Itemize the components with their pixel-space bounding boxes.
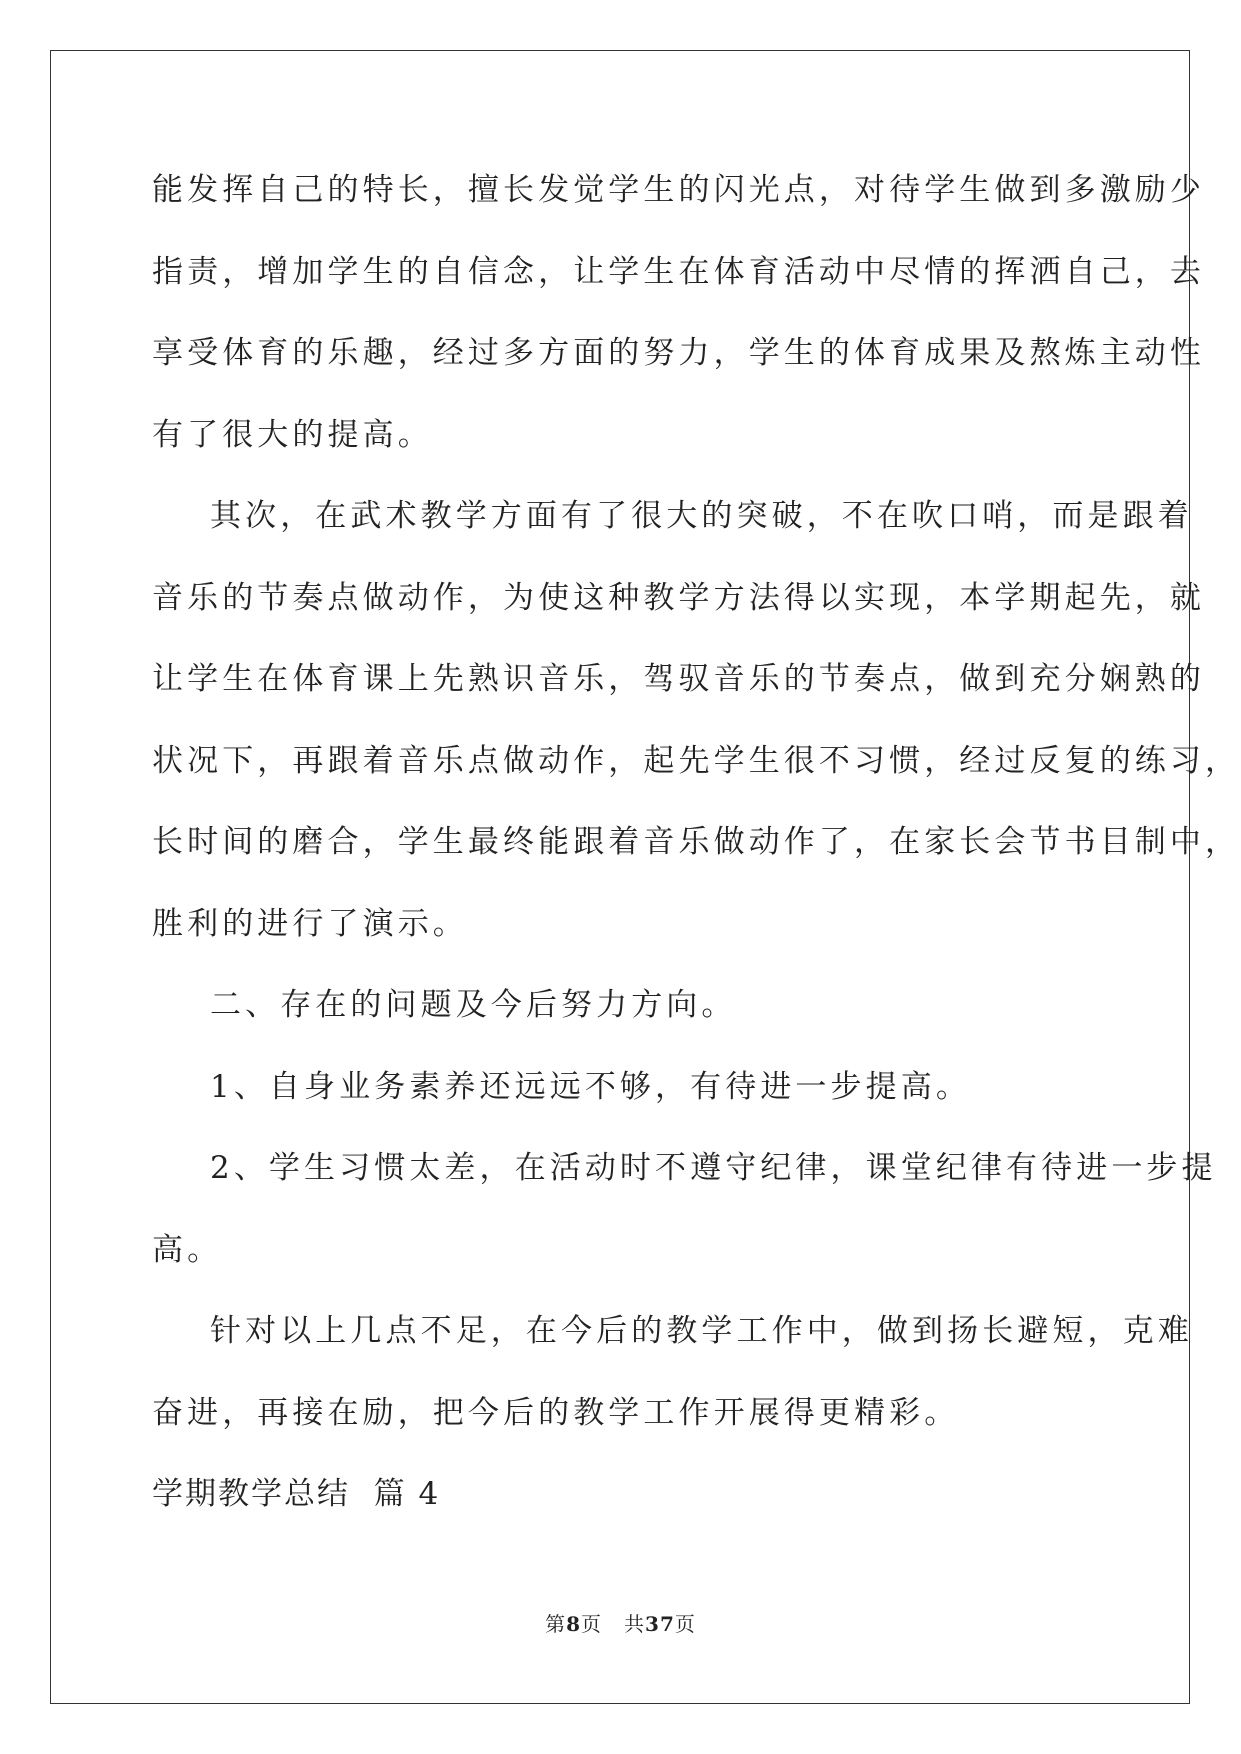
text-line: 1、自身业务素养还远远不够，有待进一步提高。 [210,1068,971,1105]
paragraph-5 [152,1128,1217,1291]
total-pages: 37 [645,1612,675,1636]
paragraph-1 [152,150,1205,476]
text-line: 针对以上几点不足，在今后的教学工作中，做到扬长避短，克难 [210,1313,1193,1349]
section-heading-text: 学期教学总结 篇 4 [152,1476,441,1512]
page-footer [0,1608,1241,1637]
paragraph-4 [152,1047,1092,1129]
text-line: 让学生在体育课上先熟识音乐，驾驭音乐的节奏点，做到充分娴熟的 [152,661,1205,697]
page-label-prefix: 第 [545,1612,567,1636]
paragraph-2 [152,476,1241,965]
text-line: 音乐的节奏点做动作，为使这种教学方法得以实现，本学期起先，就 [152,579,1205,616]
text-line: 2、学生习惯太差，在活动时不遵守纪律，课堂纪律有待进一步提 [210,1150,1217,1186]
text-line: 二、存在的问题及今后努力方向。 [210,987,737,1023]
page-label-suffix: 页 [581,1612,603,1636]
page-number: 8 [566,1612,582,1636]
text-line: 有了很大的提高。 [152,416,433,453]
text-line: 享受体育的乐趣，经过多方面的努力，学生的体育成果及熬炼主动性 [152,335,1205,371]
section-heading [152,1454,1092,1536]
text-line: 状况下，再跟着音乐点做动作，起先学生很不习惯，经过反复的练习， [152,742,1241,779]
text-line: 奋进，再接在励，把今后的教学工作开展得更精彩。 [152,1394,960,1431]
text-line: 指责，增加学生的自信念，让学生在体育活动中尽情的挥洒自己，去 [152,253,1205,290]
text-line: 高。 [152,1231,223,1268]
text-line: 其次，在武术教学方面有了很大的突破，不在吹口哨，而是跟着 [210,498,1193,534]
total-label-suffix: 页 [674,1612,696,1636]
text-line: 胜利的进行了演示。 [152,905,468,942]
paragraph-3 [152,965,1092,1047]
text-line: 长时间的磨合，学生最终能跟着音乐做动作了，在家长会节书目制中， [152,824,1241,860]
text-line: 能发挥自己的特长，擅长发觉学生的闪光点，对待学生做到多激励少 [152,172,1205,208]
paragraph-6 [152,1291,1193,1454]
total-label-prefix: 共 [624,1612,646,1636]
document-body [152,150,1241,1536]
